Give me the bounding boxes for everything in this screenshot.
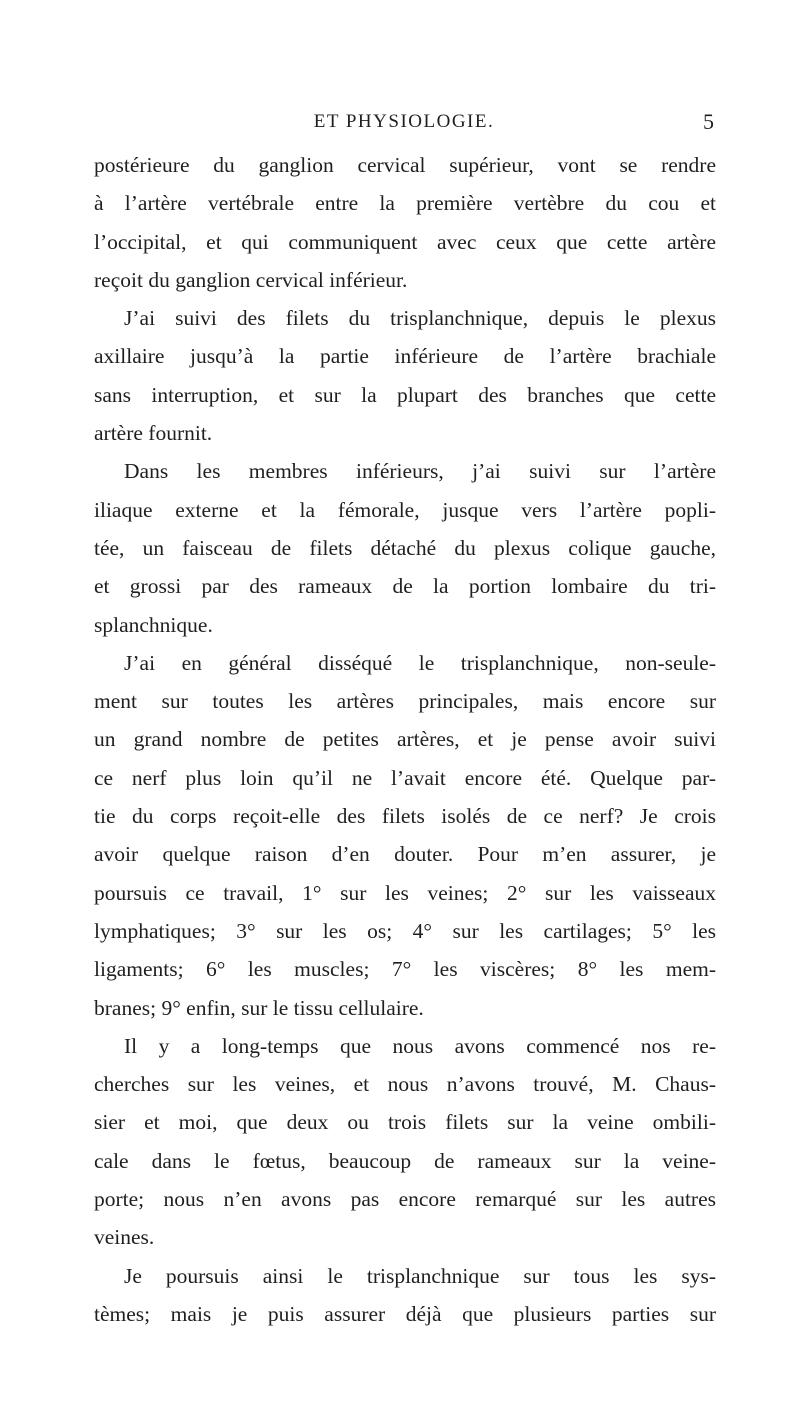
- text-line: à l’artère vertébrale entre la première vertèbre du cou et: [94, 191, 716, 216]
- text-line: splanchnique.: [94, 612, 213, 637]
- text-line: cale dans le fœtus, beaucoup de rameaux sur la veine-: [94, 1148, 716, 1173]
- text-line: ligaments; 6° les muscles; 7° les viscères; 8° les mem-: [94, 957, 716, 982]
- text-line: un grand nombre de petites artères, et je pense avoir suivi: [94, 727, 716, 752]
- text-line: sier et moi, que deux ou trois filets sur la veine ombili-: [94, 1110, 716, 1135]
- text-line: cherches sur les veines, et nous n’avons trouvé, M. Chaus-: [94, 1072, 716, 1097]
- text-line: l’occipital, et qui communiquent avec ceux que cette artère: [94, 229, 716, 254]
- text-line: postérieure du ganglion cervical supérieur, vont se rendre: [94, 153, 716, 177]
- body-text: [94, 146, 716, 1333]
- running-head: ET PHYSIOLOGIE.: [313, 111, 495, 132]
- text-line: ment sur toutes les artères principales, mais encore sur: [94, 689, 716, 714]
- text-line: tèmes; mais je puis assurer déjà que plusieurs parties sur: [94, 1301, 716, 1326]
- text-line: veines.: [94, 1225, 155, 1250]
- text-line: Dans les membres inférieurs, j’ai suivi sur l’artère: [124, 459, 716, 484]
- text-line: axillaire jusqu’à la partie inférieure de l’artère brachiale: [94, 344, 716, 369]
- page-header: [94, 106, 714, 138]
- text-line: porte; nous n’en avons pas encore remarqué sur les autres: [94, 1187, 716, 1212]
- text-line: poursuis ce travail, 1° sur les veines; 2° sur les vaisseaux: [94, 880, 716, 905]
- text-line: reçoit du ganglion cervical inférieur.: [94, 267, 408, 292]
- text-line: sans interruption, et sur la plupart des branches que cette: [94, 382, 716, 407]
- text-line: tée, un faisceau de filets détaché du plexus colique gauche,: [94, 535, 716, 560]
- text-line: iliaque externe et la fémorale, jusque vers l’artère popli-: [94, 497, 716, 522]
- text-line: lymphatiques; 3° sur les os; 4° sur les cartilages; 5° les: [94, 918, 716, 943]
- text-line: J’ai en général disséqué le trisplanchnique, non-seule-: [124, 650, 716, 675]
- text-line: artère fournit.: [94, 421, 213, 446]
- text-line: Il y a long-temps que nous avons commencé nos re-: [124, 1033, 716, 1058]
- page-number: 5: [703, 109, 714, 134]
- text-line: et grossi par des rameaux de la portion lombaire du tri-: [94, 574, 716, 599]
- text-line: branes; 9° enfin, sur le tissu cellulaire.: [94, 995, 424, 1020]
- text-line: Je poursuis ainsi le trisplanchnique sur tous les sys-: [124, 1263, 716, 1288]
- text-line: ce nerf plus loin qu’il ne l’avait encore été. Quelque par-: [94, 765, 716, 790]
- text-line: J’ai suivi des filets du trisplanchnique, depuis le plexus: [124, 306, 716, 331]
- text-line: tie du corps reçoit-elle des filets isolés de ce nerf? Je crois: [94, 804, 716, 829]
- text-line: avoir quelque raison d’en douter. Pour m’en assurer, je: [94, 842, 716, 867]
